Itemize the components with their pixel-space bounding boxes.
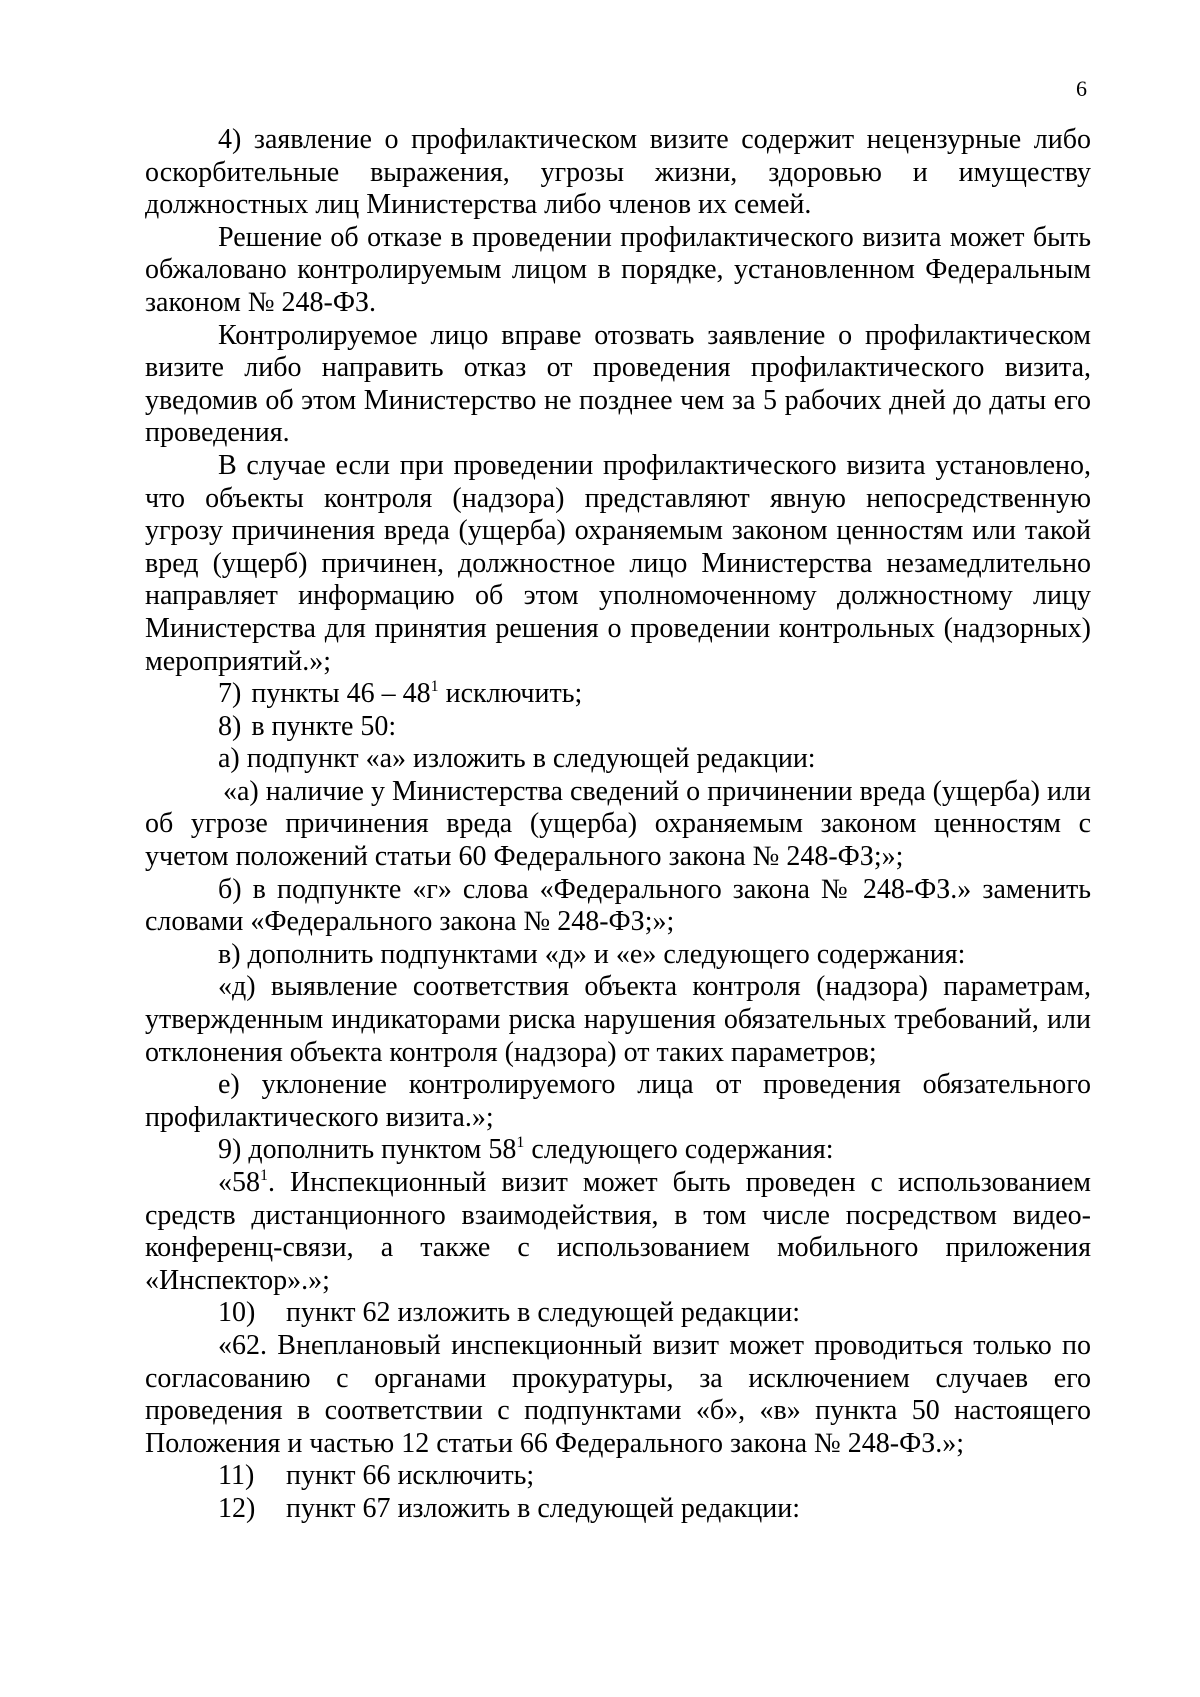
superscript: 1 xyxy=(516,1134,525,1152)
item-text: 9) дополнить пунктом 58 xyxy=(218,1134,517,1166)
item-text: пункты 46 – 48 xyxy=(251,678,431,710)
paragraph-subitem-e: е) уклонение контролируемого лица от проведения обязательного профилактического визита.»; xyxy=(145,1069,1091,1133)
paragraph-item-62: «62. Внеплановый инспекционный визит может проводиться только по согласованию с органами прокуратуры, за исключением случаев его проведения в соответствии с подпунктами «б», «в» пункта 50 настоящего Положения и частью 12 статьи 66 Федерального закона № 248-ФЗ.»; xyxy=(145,1329,1091,1459)
item-text: пункт 66 исключить; xyxy=(286,1460,535,1492)
item-text: пункт 67 изложить в следующей редакции: xyxy=(286,1492,800,1524)
paragraph-item-4: 4) заявление о профилактическом визите содержит нецензурные либо оскорбительные выражения, угрозы жизни, здоровью и имуществу должностных лиц Министерства либо членов их семей. xyxy=(145,124,1091,221)
paragraph-subitem-d: «д) выявление соответствия объекта контроля (надзора) параметрам, утвержденным индикаторами риска нарушения обязательных требований, или отклонения объекта контроля (надзора) от таких параметров; xyxy=(145,971,1091,1068)
paragraph-item-12 xyxy=(145,1493,1091,1526)
paragraph-subitem-a: а) подпункт «а» изложить в следующей редакции: xyxy=(218,743,816,775)
item-text: в пункте 50: xyxy=(251,710,397,742)
page-number: 6 xyxy=(1076,76,1087,101)
paragraph-withdrawal: Контролируемое лицо вправе отозвать заявление о профилактическом визите либо направить отказ от проведения профилактического визита, уведомив об этом Министерство не позднее чем за 5 рабочих дней до даты его проведения. xyxy=(145,319,1091,449)
paragraph-item-58-1 xyxy=(145,1167,1091,1297)
item-text: «58 xyxy=(218,1167,260,1198)
item-text-tail: исключить; xyxy=(438,678,583,710)
paragraph-item-7 xyxy=(145,678,1091,711)
paragraph-subitem-b: б) в подпункте «г» слова «Федерального закона № 248-ФЗ.» заменить словами «Федерального закона № 248-ФЗ;»; xyxy=(145,873,1091,938)
paragraph-item-9 xyxy=(145,1134,1091,1167)
paragraph-threat: В случае если при проведении профилактического визита установлено, что объекты контроля (надзора) представляют явную непосредственную угрозу причинения вреда (ущерба) охраняемым законом ценностям или такой вред (ущерб) причинен, должностное лицо Министерства незамедлительно направляет информацию об этом уполномоченному должностному лицу Министерства для принятия решения о проведении контрольных (надзорных) мероприятий.»; xyxy=(145,449,1091,677)
item-text-tail: следующего содержания: xyxy=(524,1134,834,1166)
item-number: 11) xyxy=(218,1460,255,1492)
paragraph-item-10 xyxy=(145,1297,1091,1330)
item-number: 10) xyxy=(218,1297,256,1329)
item-number: 7) xyxy=(218,678,242,710)
paragraph-item-8 xyxy=(145,711,1091,744)
paragraph-subitem-v: в) дополнить подпунктами «д» и «е» следующего содержания: xyxy=(218,938,966,970)
paragraph-appeal: Решение об отказе в проведении профилактического визита может быть обжаловано контролируемым лицом в порядке, установленном Федеральным законом № 248-ФЗ. xyxy=(145,221,1091,318)
item-number: 12) xyxy=(218,1492,256,1524)
item-text-tail: . Инспекционный визит может быть проведен с использованием средств дистанционного взаимодействия, в том числе посредством видео-конференц-связи, а также с использованием мобильного приложения «Инспектор».»; xyxy=(145,1167,1091,1296)
paragraph-item-11 xyxy=(145,1460,1091,1493)
superscript: 1 xyxy=(260,1167,268,1184)
superscript: 1 xyxy=(430,678,439,696)
item-text: пункт 62 изложить в следующей редакции: xyxy=(286,1297,800,1329)
document-body xyxy=(145,124,1091,1526)
paragraph-subitem-a-text: «а) наличие у Министерства сведений о причинении вреда (ущерба) или об угрозе причинения вреда (ущерба) охраняемым законом ценностям с учетом положений статьи 60 Федерального закона № 248-ФЗ;»; xyxy=(145,775,1091,873)
item-number: 8) xyxy=(218,710,242,742)
